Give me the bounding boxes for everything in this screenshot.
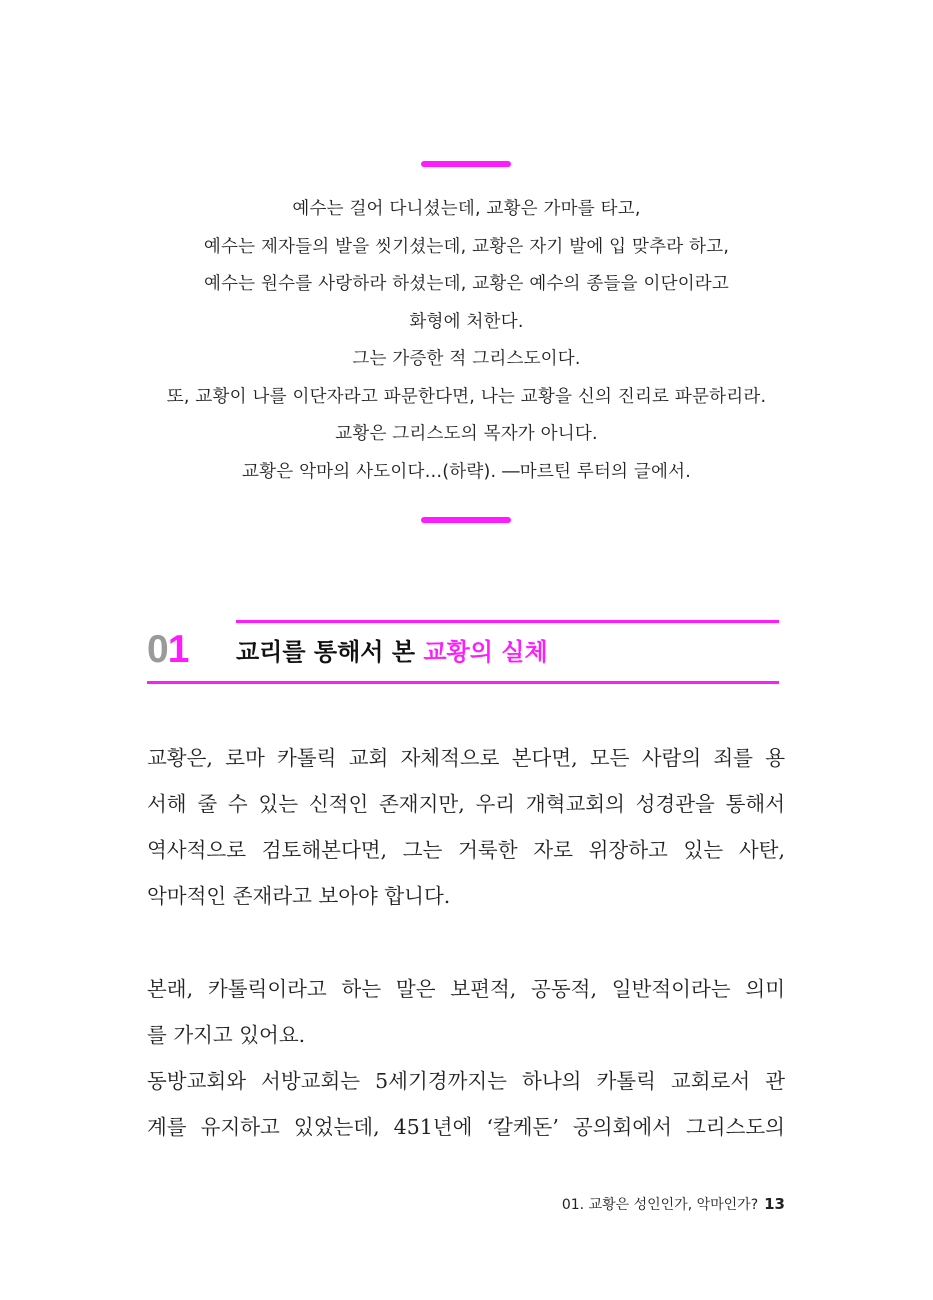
quote-line: 그는 가증한 적 그리스도이다.	[352, 349, 581, 369]
chapter-number	[147, 627, 188, 673]
quote-line: 예수는 걸어 다니셨는데, 교황은 가마를 타고,	[292, 199, 641, 219]
quote-line: 교황은 그리스도의 목자가 아니다.	[335, 424, 598, 444]
paragraph-line: 역사적으로 검토해본다면, 그는 거룩한 자로 위장하고 있는 사탄,	[147, 838, 785, 862]
paragraph-line: 동방교회와 서방교회는 5세기경까지는 하나의 카톨릭 교회로서 관	[147, 1069, 785, 1093]
page-footer	[562, 1194, 785, 1214]
paragraph-line: 본래, 카톨릭이라고 하는 말은 보편적, 공동적, 일반적이라는 의미	[147, 977, 785, 1001]
chapter-title-plain: 교리를 통해서 본	[236, 638, 424, 666]
paragraph-1	[147, 735, 785, 919]
page-number: 13	[764, 1195, 785, 1213]
chapter-number-one: 1	[167, 628, 189, 671]
chapter-title	[236, 634, 548, 670]
bottom-accent-bar	[421, 517, 511, 523]
quote-line: 또, 교황이 나를 이단자라고 파문한다면, 나는 교황을 신의 진리로 파문하리라.	[166, 386, 767, 407]
chapter-top-rule	[236, 620, 779, 623]
paragraph-line: 교황은, 로마 카톨릭 교회 자체적으로 본다면, 모든 사람의 죄를 용	[147, 746, 785, 770]
paragraph-line: 악마적인 존재라고 보아야 합니다.	[147, 884, 451, 908]
chapter-number-zero: 0	[147, 628, 168, 671]
paragraph-line: 를 가지고 있어요.	[147, 1023, 306, 1047]
quote-line: 예수는 원수를 사랑하라 하셨는데, 교황은 예수의 종들을 이단이라고	[203, 274, 730, 294]
quote-line: 화형에 처한다.	[409, 311, 524, 332]
luther-quote	[120, 191, 813, 491]
paragraph-line: 서해 줄 수 있는 신적인 존재지만, 우리 개혁교회의 성경관을 통해서	[147, 792, 785, 816]
running-title: 01. 교황은 성인인가, 악마인가?	[561, 1197, 759, 1213]
top-accent-bar	[421, 161, 511, 167]
chapter-bottom-rule	[147, 681, 779, 684]
quote-line: 예수는 제자들의 발을 씻기셨는데, 교황은 자기 발에 입 맞추라 하고,	[203, 236, 730, 257]
quote-line: 교황은 악마의 사도이다…(하략). ―마르틴 루터의 글에서.	[242, 461, 691, 482]
paragraph-2	[147, 966, 785, 1150]
paragraph-line: 계를 유지하고 있었는데, 451년에 ‘칼케돈’ 공의회에서 그리스도의	[147, 1115, 785, 1139]
chapter-title-accent: 교황의 실체	[423, 638, 548, 666]
